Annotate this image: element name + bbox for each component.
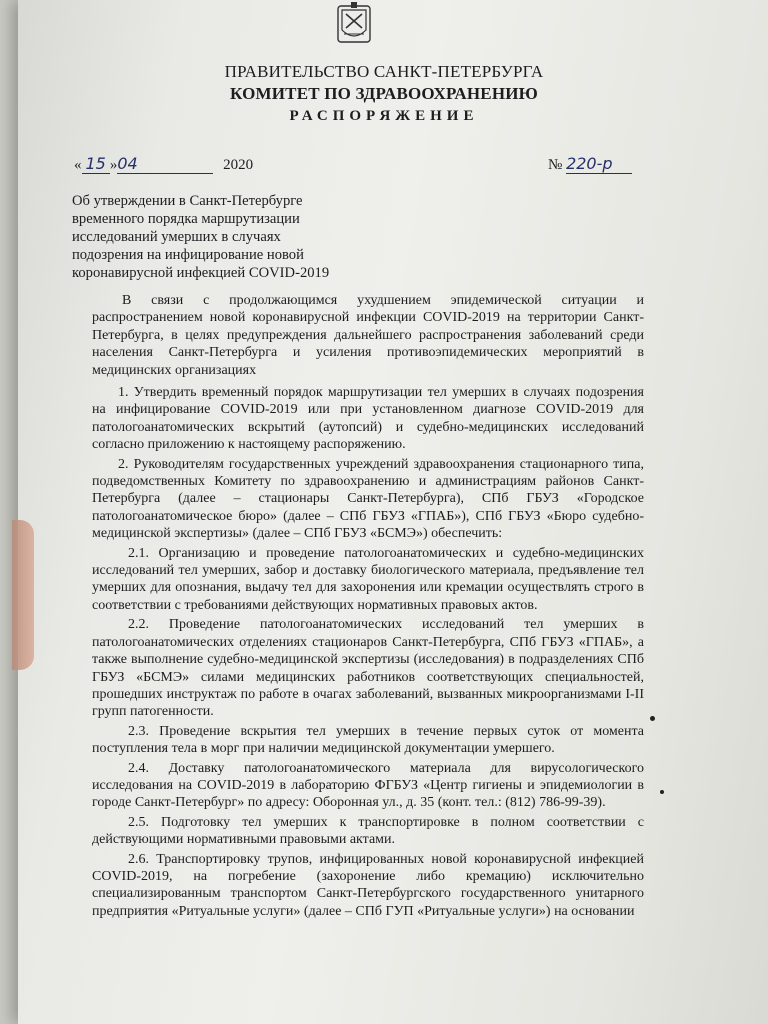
document-number: № 220-р — [548, 154, 632, 174]
item-2-6: 2.6. Транспортировку трупов, инфицированных новой коронавирусной инфекцией COVID-2019, на погребение (захоронение либо кремацию) исключительно специализированным транспортом Санкт-Петербургского государственного унитарного предприятия «Ритуальные услуги» (далее – СПб ГУП «Ритуальные услуги») на основании — [92, 851, 644, 919]
document-date: « 15 »04 2020 — [74, 154, 254, 173]
item-2-2: 2.2. Проведение патологоанатомических исследований тел умерших в патологоанатомических отделениях стационаров Санкт-Петербурга, СПб ГБУЗ «ГПАБ», а также выполнение судебно-медицинской экспертизы (исследования) в подразделениях СПб ГБУЗ «БСМЭ» силами медицинских работников соответствующих специальностей, прошедших инструктаж по работе в очагах заболеваний, вызванных микроорганизмами I-II групп патогенности. — [92, 617, 644, 720]
coat-of-arms-icon — [332, 0, 376, 46]
document-subject — [72, 192, 372, 282]
date-day: 15 — [82, 154, 110, 174]
item-2-4: 2.4. Доставку патологоанатомического материала для вирусологического исследования на COVID-2019 в лабораторию ФГБУЗ «Центр гигиены и эпидемиологии в городе Санкт-Петербург» по адресу: Оборонная ул., д. 35 (конт. тел.: (812) 786-99-39). — [92, 760, 644, 811]
government-title: ПРАВИТЕЛЬСТВО САНКТ-ПЕТЕРБУРГА — [224, 62, 544, 81]
item-2-3: 2.3. Проведение вскрытия тел умерших в течение первых суток от момента поступления тела в морг при наличии медицинской документации умершего. — [92, 723, 644, 757]
subject-line: исследований умерших в случаях — [72, 229, 281, 245]
order-items — [92, 384, 644, 920]
subject-line: коронавирусной инфекцией COVID-2019 — [72, 265, 330, 281]
number-value: 220-р — [566, 154, 632, 174]
item-2: 2. Руководителям государственных учреждений здравоохранения стационарного типа, подведомственных Комитету по здравоохранению и администрациям районов Санкт-Петербурга (далее – стационары Санкт-Петербурга), СПб ГБУЗ «Городское патологоанатомическое бюро» (далее – СПб ГБУЗ «ГПАБ»), СПб ГБУЗ «Бюро судебно-медицинской экспертизы» (далее – СПб ГБУЗ «БСМЭ») обеспечить: — [92, 456, 644, 542]
finger-shadow — [12, 520, 34, 670]
subject-line: временного порядка маршрутизации — [72, 211, 300, 227]
item-1: 1. Утвердить временный порядок маршрутизации тел умерших в случаях подозрения на инфицирование COVID-2019 или при установленном диагнозе COVID-2019 для патологоанатомических вскрытий (аутопсий) и судебно-медицинских исследований согласно приложению к настоящему распоряжению. — [92, 385, 644, 453]
document-type: РАСПОРЯЖЕНИЕ — [289, 108, 479, 124]
preamble: В связи с продолжающимся ухудшением эпидемической ситуации и распространением новой коронавирусной инфекции COVID-2019 на территории Санкт-Петербурга, в целях предупреждения дальнейшего распространения заболеваний среди населения Санкт-Петербурга и усиления противоэпидемических мероприятий в медицинских организациях — [92, 293, 644, 378]
preamble-block — [92, 292, 644, 379]
committee-title: КОМИТЕТ ПО ЗДРАВООХРАНЕНИЮ — [229, 84, 539, 103]
date-year: 2020 — [223, 157, 254, 173]
subject-line: подозрения на инфицирование новой — [72, 247, 304, 263]
date-month: 04 — [117, 154, 213, 174]
ink-dot — [660, 790, 664, 794]
item-2-5: 2.5. Подготовку тел умерших к транспортировке в полном соответствии с действующими нормативными правовыми актами. — [92, 814, 644, 848]
subject-line: Об утверждении в Санкт-Петербурге — [72, 193, 303, 209]
ink-dot — [650, 716, 655, 721]
item-2-1: 2.1. Организацию и проведение патологоанатомических и судебно-медицинских исследований тел умерших, забор и доставку биологического материала, предъявление тел умерших для опознания, выдачу тел для захоронения или кремации осуществлять строго в соответствии с требованиями действующих нормативных правовых актов. — [92, 545, 644, 613]
